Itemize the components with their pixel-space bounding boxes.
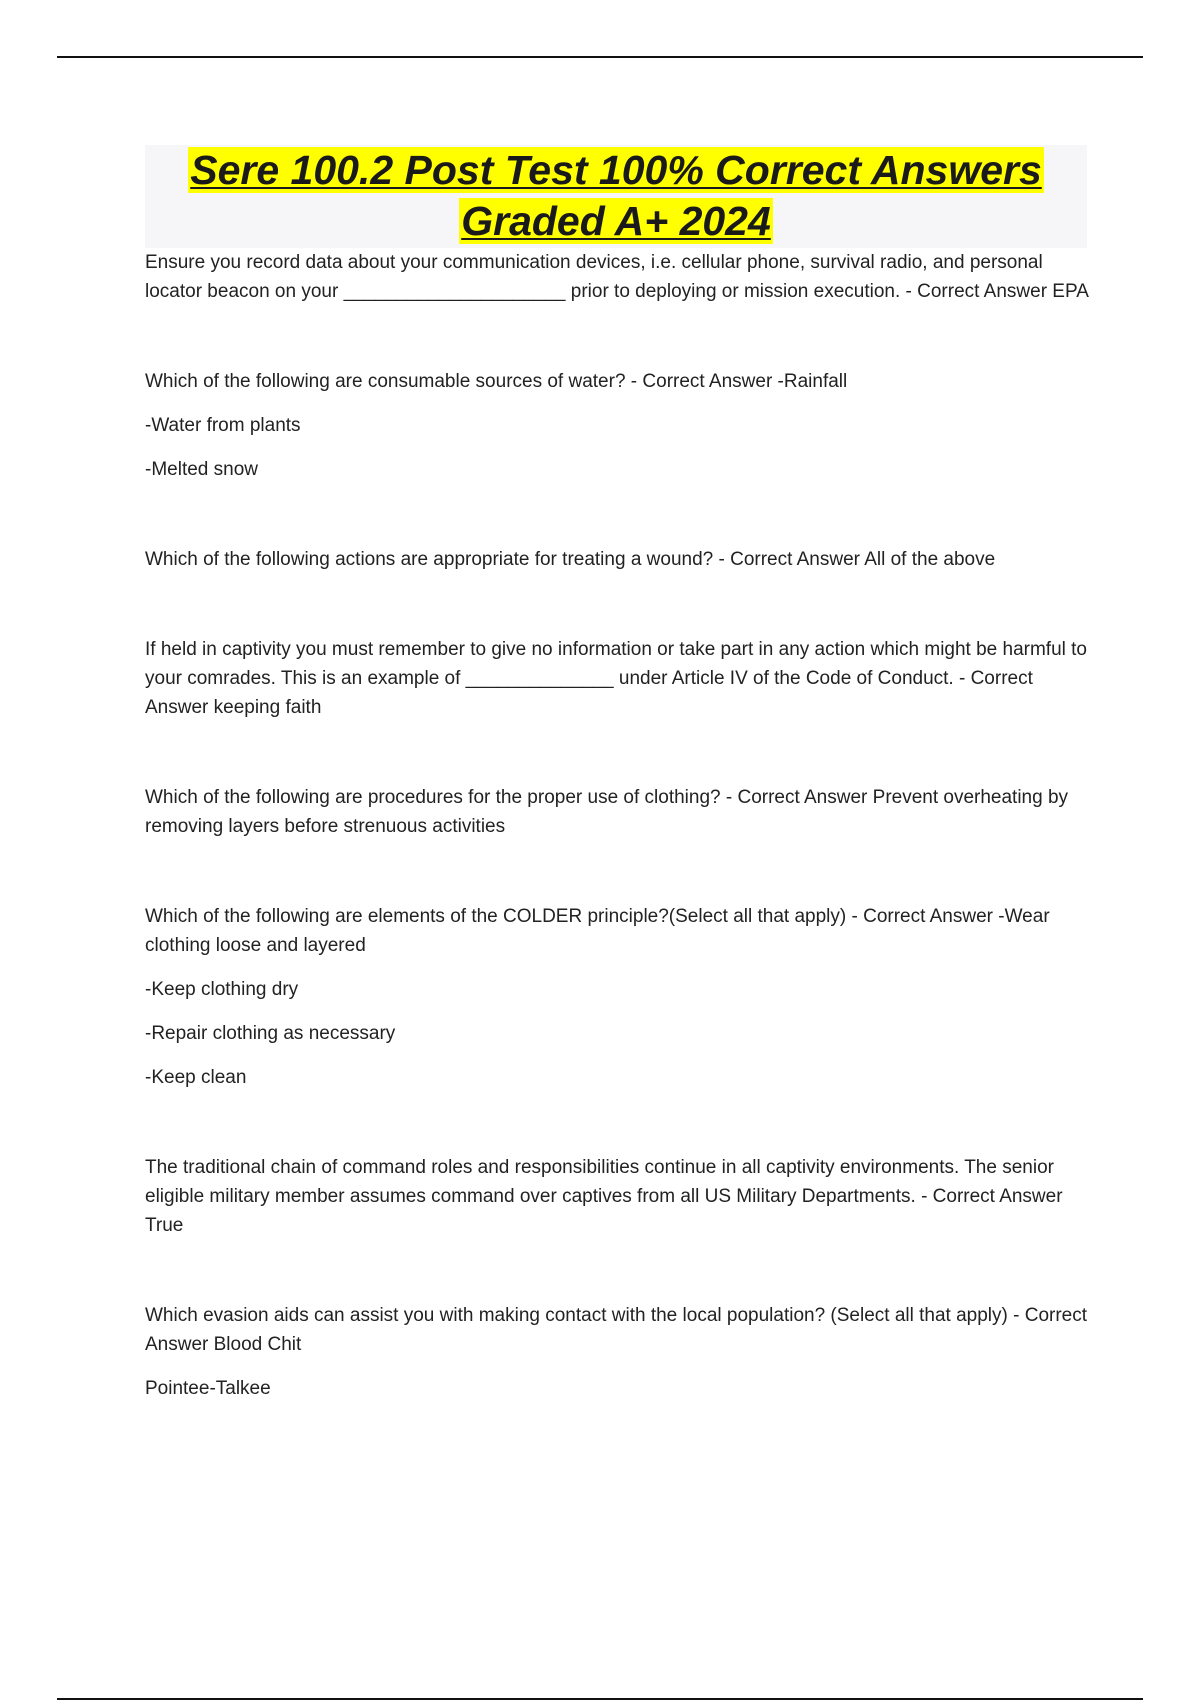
question-2: Which of the following are consumable sources of water? - Correct Answer -Rainfall <box>145 371 848 392</box>
document-body <box>145 248 1090 1403</box>
document-title <box>145 145 1087 248</box>
question-7: The traditional chain of command roles and responsibilities continue in all captivity environments. The senior eligible military member assumes command over captives from all US Military Departments. - Correct Answer True <box>145 1157 1063 1236</box>
title-line-1: Sere 100.2 Post Test 100% Correct Answers <box>190 147 1042 193</box>
answer-item: -Keep clean <box>145 1067 247 1088</box>
question-8: Which evasion aids can assist you with making contact with the local population? (Select all that apply) - Correct Answer Blood Chit <box>145 1305 1088 1355</box>
title-line-2: Graded A+ 2024 <box>461 198 771 244</box>
question-6: Which of the following are elements of the COLDER principle?(Select all that apply) - Correct Answer -Wear clothing loose and layered <box>145 906 1050 956</box>
question-3: Which of the following actions are appropriate for treating a wound? - Correct Answer All of the above <box>145 549 996 570</box>
answer-item: Pointee-Talkee <box>145 1378 271 1399</box>
question-1: Ensure you record data about your communication devices, i.e. cellular phone, survival radio, and personal locator beacon on your _____________________ prior to deploying or mission execution. - Correct Answer EPA <box>145 252 1089 302</box>
answer-item: -Repair clothing as necessary <box>145 1023 396 1044</box>
answer-item: -Keep clothing dry <box>145 979 299 1000</box>
answer-item: -Melted snow <box>145 459 258 480</box>
question-5: Which of the following are procedures for the proper use of clothing? - Correct Answer Prevent overheating by removing layers before strenuous activities <box>145 787 1069 837</box>
question-4: If held in captivity you must remember to give no information or take part in any action which might be harmful to your comrades. This is an example of ______________ under Article IV of the Code of Conduct. - Correct Answer keeping faith <box>145 639 1088 718</box>
answer-item: -Water from plants <box>145 415 301 436</box>
header-rule <box>57 56 1143 58</box>
